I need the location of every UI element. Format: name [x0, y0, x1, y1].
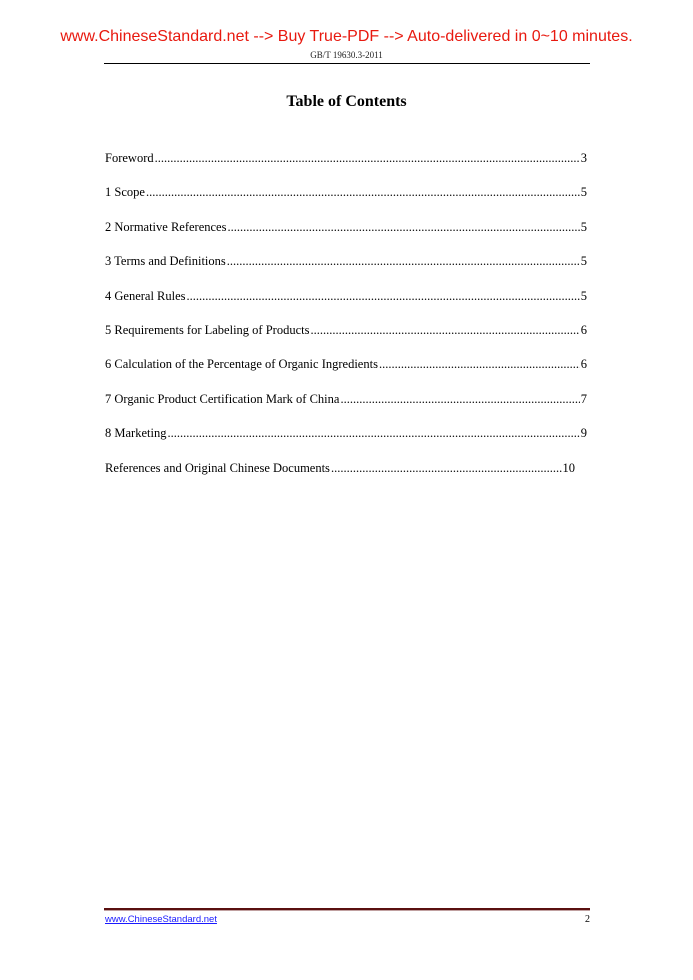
toc-dot-leader	[155, 151, 580, 166]
toc-entry-page: 5	[580, 288, 587, 303]
toc-entry-page: 10	[562, 460, 575, 475]
toc-dot-leader	[187, 289, 580, 304]
toc-dot-leader	[310, 323, 579, 338]
toc-entry-page: 6	[580, 357, 587, 372]
toc-dot-leader	[167, 426, 579, 441]
toc-entry-label: 6 Calculation of the Percentage of Organic Ingredients	[105, 357, 378, 372]
toc-entry-page: 5	[580, 185, 587, 200]
toc-dot-leader	[227, 220, 579, 235]
toc-entry-label: References and Original Chinese Documents	[105, 460, 330, 475]
toc-dot-leader	[146, 185, 580, 200]
toc-entry-page: 5	[580, 219, 587, 234]
toc-entry-terms-and-definitions[interactable]	[105, 254, 587, 288]
toc-entry-labeling-requirements[interactable]	[105, 323, 587, 357]
toc-entry-foreword[interactable]	[105, 151, 587, 185]
toc-dot-leader	[379, 357, 580, 372]
toc-entry-label: 5 Requirements for Labeling of Products	[105, 322, 310, 337]
toc-entry-page: 3	[580, 151, 587, 165]
toc-dot-leader	[340, 392, 579, 407]
toc-list	[105, 151, 587, 495]
toc-entry-label: 3 Terms and Definitions	[105, 254, 226, 269]
toc-entry-certification-mark[interactable]	[105, 392, 587, 426]
toc-entry-label: 2 Normative References	[105, 219, 227, 234]
toc-entry-general-rules[interactable]	[105, 289, 587, 323]
toc-entry-marketing[interactable]	[105, 426, 587, 460]
toc-entry-label: 7 Organic Product Certification Mark of China	[105, 391, 340, 406]
footer-page-number: 2	[585, 914, 590, 925]
toc-entry-page: 7	[580, 391, 587, 406]
toc-entry-label: Foreword	[105, 151, 154, 165]
header-divider	[104, 63, 590, 64]
toc-dot-leader	[331, 461, 562, 476]
toc-title: Table of Contents	[286, 93, 407, 110]
footer-site-link[interactable]: www.ChineseStandard.net	[105, 914, 217, 925]
toc-entry-scope[interactable]	[105, 185, 587, 219]
toc-entry-references[interactable]	[105, 461, 575, 495]
toc-entry-page: 9	[580, 426, 587, 441]
toc-entry-label: 8 Marketing	[105, 426, 167, 441]
promo-banner-link[interactable]: www.ChineseStandard.net --> Buy True-PDF --> Auto-delivered in 0~10 minutes.	[60, 28, 633, 45]
document-code: GB/T 19630.3-2011	[310, 50, 383, 60]
toc-entry-normative-references[interactable]	[105, 220, 587, 254]
footer-divider	[104, 908, 590, 911]
toc-entry-label: 1 Scope	[105, 185, 145, 200]
toc-entry-label: 4 General Rules	[105, 288, 186, 303]
toc-entry-page: 5	[580, 254, 587, 269]
toc-dot-leader	[227, 254, 580, 269]
toc-entry-organic-percentage[interactable]	[105, 357, 587, 391]
toc-entry-page: 6	[580, 322, 587, 337]
